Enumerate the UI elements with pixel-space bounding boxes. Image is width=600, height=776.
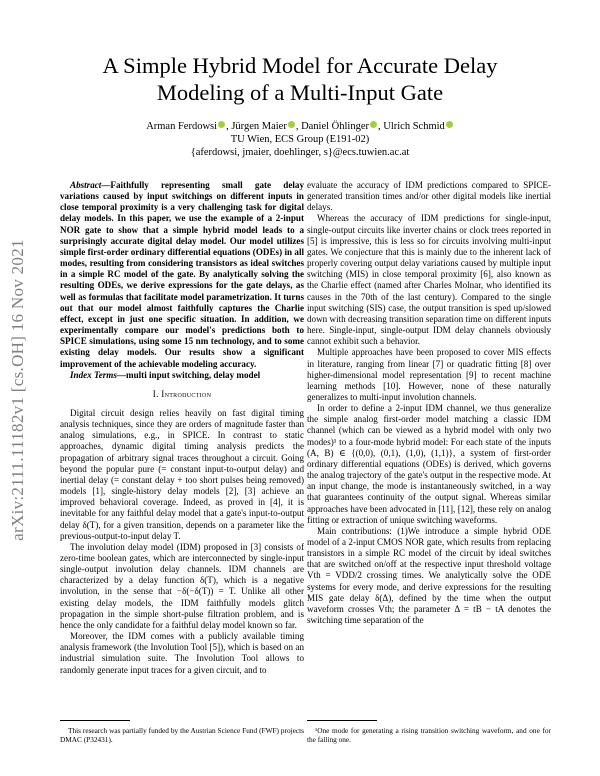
author-name: Arman Ferdowsi [146,121,218,132]
body-paragraph: Digital circuit design relies heavily on fast digital timing analysis techniques, since they are orders of magnitude faster than analog simulations, e.g., in SPICE. In contrast to static approaches, dynamic digital timing analysis predicts the propagation of arbitrary signal traces throughout a circuit. Going beyond the popular pure (= constant input-to-output delay) and inertial delay (= constant delay + too short pulses being removed) models [1], single-history delay models [2], [3] achieve an improved behavioral coverage. Indeed, as proved in [4], it is inevitable for any faithful delay model that a gate's input-to-output delay δ(T), for a given transition, depends on a parameter like the previous-output-to-input delay T. [60,407,304,541]
orcid-icon [370,121,377,128]
orcid-icon [446,121,453,128]
body-paragraph: Multiple approaches have been proposed to cover MIS effects in literature, ranging from linear [7] or quadratic fitting [8] over higher-dimensional model representation [9] to recent machine learning methods [10]. However, none of these naturally generalizes to multi-input involution channels. [307,347,551,402]
author-emails: {aferdowsi, jmaier, doehlinger, s}@ecs.tuwien.ac.at [190,147,410,158]
footnote [307,726,551,745]
affiliation: TU Wien, ECS Group (E191-02) [230,134,370,145]
footnote-text: This research was partially funded by the Austrian Science Fund (FWF) projects DMAC (P32431). [60,726,304,745]
funding-footnote [60,726,304,745]
arxiv-stamp [2,160,34,620]
abstract [60,180,304,370]
author-name: Daniel Öhlinger [301,121,369,132]
orcid-icon [288,121,295,128]
author-name: Ulrich Schmid [383,121,445,132]
author-list: Arman Ferdowsi , Jürgen Maier , Daniel Öhlinger , Ulrich Schmid [60,120,540,133]
body-paragraph: Whereas the accuracy of IDM predictions for single-input, single-output circuits like inverter chains or clock trees reported in [5] is impressive, this is less so for circuits involving multi-input gates. We conjecture that this is mainly due to the inherent lack of properly covering output delay variations caused by multiple input switching (MIS) in close temporal proximity [6], also known as the Charlie effect (named after Charles Molnar, who identified its causes in the 70th of the last century). Compared to the single input switching (SIS) case, the output transition is sped up/slowed down with decreasing transition separation time on different inputs here. Single-input, single-output IDM delay channels obviously cannot exhibit such a behavior. [307,213,551,347]
index-terms [60,370,304,381]
orcid-icon [218,121,225,128]
footnote-text: ¹One mode for generating a rising transition switching waveform, and one for the falling one. [307,726,551,745]
author-name: Jürgen Maier [231,121,287,132]
left-column [60,180,304,676]
footnote-divider [307,720,377,721]
body-paragraph: Moreover, the IDM comes with a publicly available timing analysis framework (the Involution Tool [5]), which is based on an industrial simulation suite. The Involution Tool allows to randomly generate input traces for a given circuit, and to [60,631,304,675]
body-paragraph: evaluate the accuracy of IDM predictions compared to SPICE-generated transition times and/or other digital models like inertial delays. [307,180,551,213]
right-column [307,180,551,626]
section-heading: I. Introduction [152,388,212,399]
index-terms-text: —multi input switching, delay model [116,369,261,380]
body-paragraph: In order to define a 2-input IDM channel, we thus generalize the simple analog first-order model matching a classic IDM channel (which can be viewed as a hybrid model with only two modes)¹ to a four-mode hybrid model: For each state of the inputs (A, B) ∈ {(0,0), (0,1), (1,0), (1,1)}, a system of first-order ordinary differential equations (ODEs) is derived, which governs the analog trajectory of the gate's output in the respective mode. At an input change, the mode is instantaneously switched, in a way that guarantees continuity of the output signal. Whereas similar approaches have been advocated in [11], [12], these rely on analog fitting or extraction of unique switching waveforms. [307,403,551,525]
abstract-label: Abstract [70,180,102,190]
index-terms-label: Index Terms [70,369,117,380]
abstract-text: —Faithfully representing small gate delay variations caused by input switchings on different inputs in close temporal proximity is a very challenging task for digital delay models. In this paper, we use the example of a 2-input NOR gate to show that a simple hybrid model leads to a surprisingly accurate digital delay model. Our model utilizes simple first-order ordinary differential equations (ODEs) in all modes, resulting from considering transistors as ideal switches in a simple RC model of the gate. By analytically solving the resulting ODEs, we derive expressions for the gate delays, as well as formulas that facilitate model parametrization. It turns out that our model almost faithfully captures the Charlie effect, except in just one specific situation. In addition, we experimentally compare our model's predictions both to SPICE simulations, using some 15 nm technology, and to some existing delay models. Our results show a significant improvement of the achievable modeling accuracy. [60,180,304,369]
footnote-divider [60,720,130,721]
arxiv-stamp-text: arXiv:2111.11182v1 [cs.OH] 16 Nov 2021 [8,239,27,541]
body-paragraph: Main contributions: (1)We introduce a simple hybrid ODE model of a 2-input CMOS NOR gate, which results from replacing transistors in a simple RC model of the circuit by ideal switches that are switched on/off at the respective input threshold voltage Vth = VDD/2 crossing times. We analytically solve the ODE systems for every mode, and derive expressions for the resulting MIS gate delay δ(Δ), defined by the time when the output waveform crosses Vth; the parameter Δ = tB − tA denotes the switching time separation of the [307,525,551,626]
paper-title: A Simple Hybrid Model for Accurate Delay Modeling of a Multi-Input Gate [102,53,498,105]
body-paragraph: The involution delay model (IDM) proposed in [3] consists of zero-time boolean gates, which are interconnected by single-input single-output involution delay channels. IDM channels are characterized by a delay function δ(T), which is a negative involution, in the sense that −δ(−δ(T)) = T. Unlike all other existing delay models, the IDM faithfully models glitch propagation in the simple short-pulse filtration problem, and is hence the only candidate for a faithful delay model known so far. [60,541,304,630]
